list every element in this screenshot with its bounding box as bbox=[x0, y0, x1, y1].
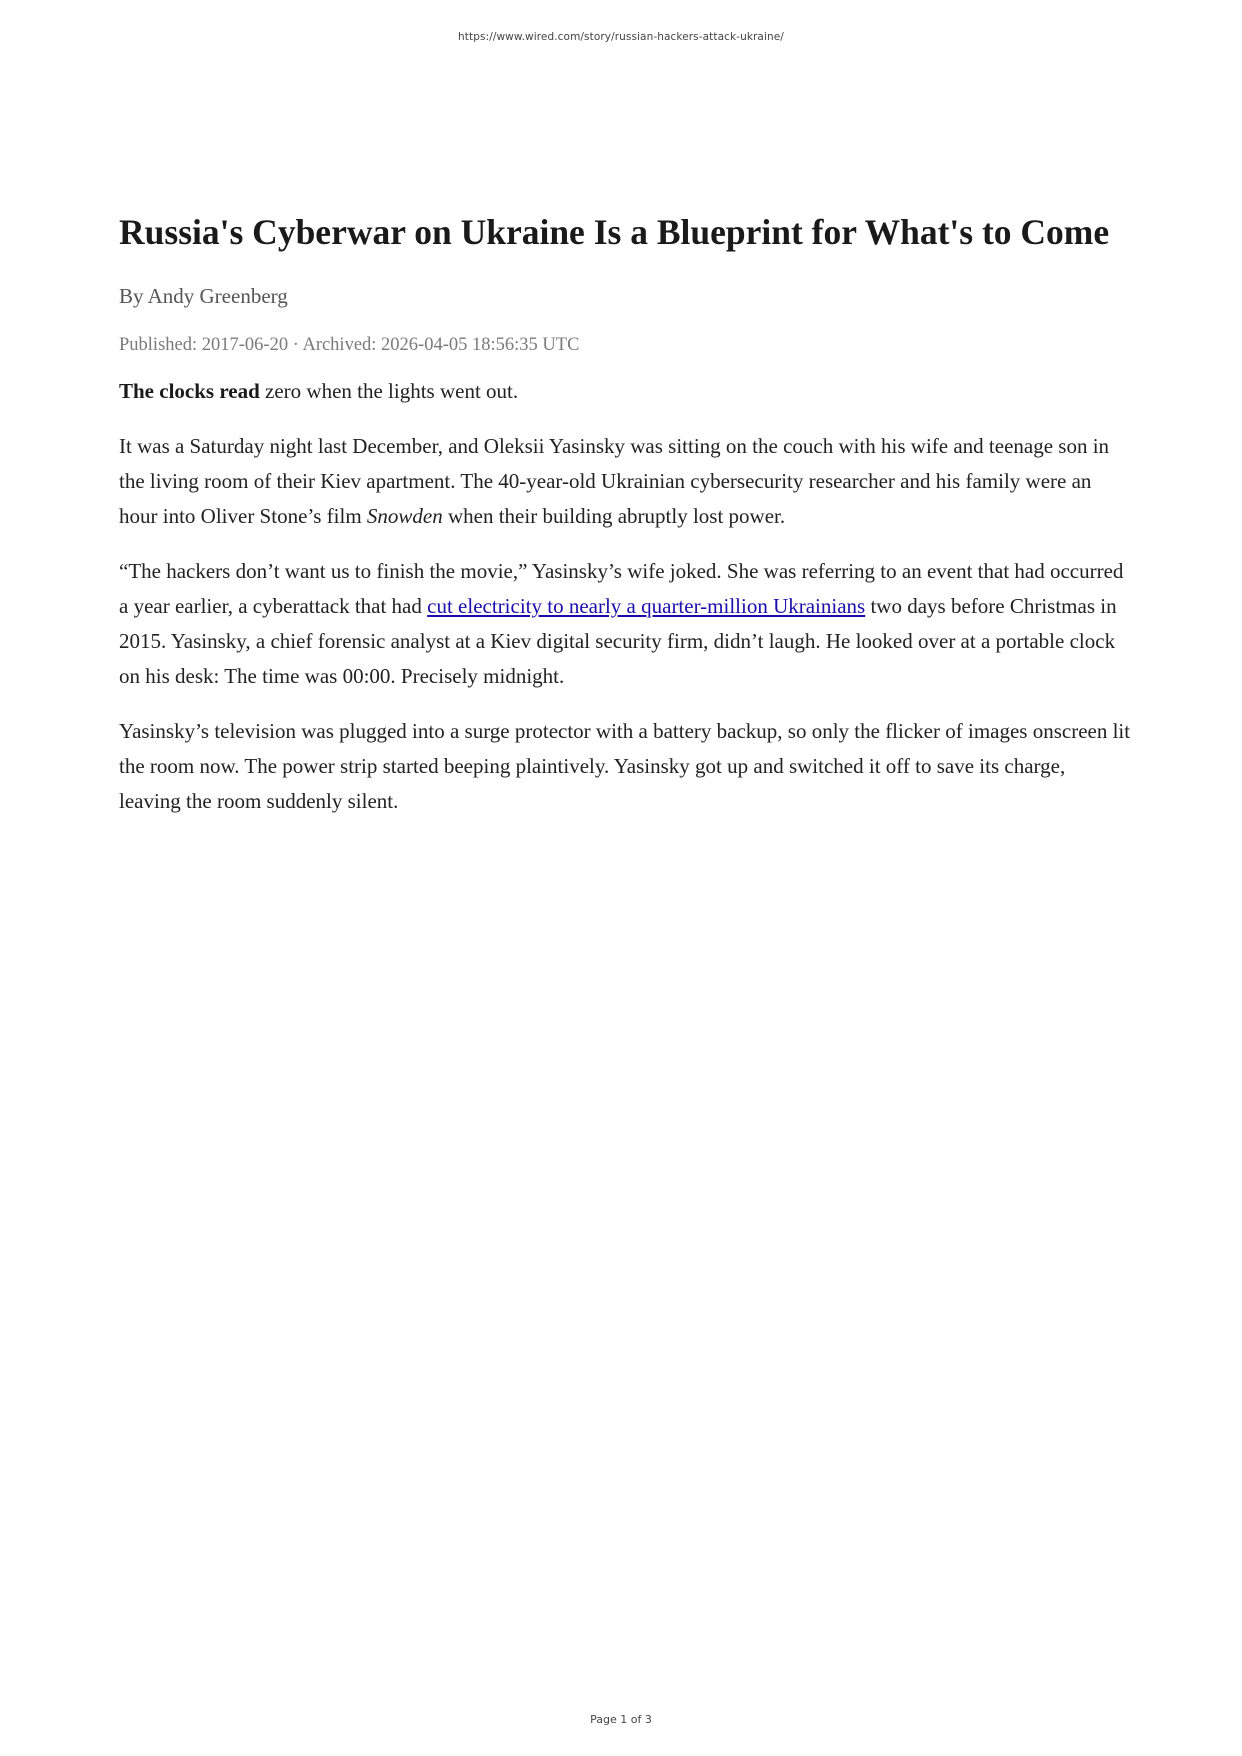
page-url-header: https://www.wired.com/story/russian-hackers-attack-ukraine/ bbox=[458, 31, 784, 43]
article-byline: By Andy Greenberg bbox=[119, 284, 288, 308]
paragraph-4 bbox=[119, 714, 1131, 819]
paragraph-2 bbox=[119, 429, 1131, 534]
paragraph-3-text-after: two days before Christmas in 2015. Yasinsky, a chief forensic analyst at a Kiev digital security firm, didn’t laugh. He looked over at a portable clock on his desk: The time was 00:00. Precisely midnight. bbox=[119, 594, 1117, 688]
article-title: Russia's Cyberwar on Ukraine Is a Blueprint for What's to Come bbox=[119, 212, 1110, 252]
paragraph-1 bbox=[119, 374, 1131, 409]
article bbox=[119, 210, 1131, 839]
paragraph-3 bbox=[119, 554, 1131, 694]
paragraph-2-text-before: It was a Saturday night last December, and Oleksii Yasinsky was sitting on the couch with his wife and teenage son in the living room of their Kiev apartment. The 40-year-old Ukrainian cybersecurity researcher and his family were an hour into Oliver Stone’s film bbox=[119, 434, 1110, 528]
article-body bbox=[119, 374, 1131, 819]
lead-in-bold: The clocks read bbox=[119, 379, 260, 403]
article-meta: Published: 2017-06-20 · Archived: 2026-04-05 18:56:35 UTC bbox=[119, 335, 580, 355]
page-number-footer: Page 1 of 3 bbox=[590, 1713, 652, 1726]
film-title-italic: Snowden bbox=[366, 504, 443, 528]
paragraph-4-text: Yasinsky’s television was plugged into a surge protector with a battery backup, so only the flicker of images onscreen lit the room now. The power strip started beeping plaintively. Yasinsky got up and switched it off to save its charge, leaving the room suddenly silent. bbox=[119, 719, 1131, 813]
paragraph-3-text-before: “The hackers don’t want us to finish the movie,” Yasinsky’s wife joked. She was referring to an event that had occurred a year earlier, a cyberattack that had bbox=[119, 559, 1124, 618]
inline-article-link[interactable]: cut electricity to nearly a quarter-million Ukrainians bbox=[427, 594, 866, 618]
paragraph-1-text: zero when the lights went out. bbox=[259, 379, 519, 403]
paragraph-2-text-after: when their building abruptly lost power. bbox=[442, 504, 786, 528]
